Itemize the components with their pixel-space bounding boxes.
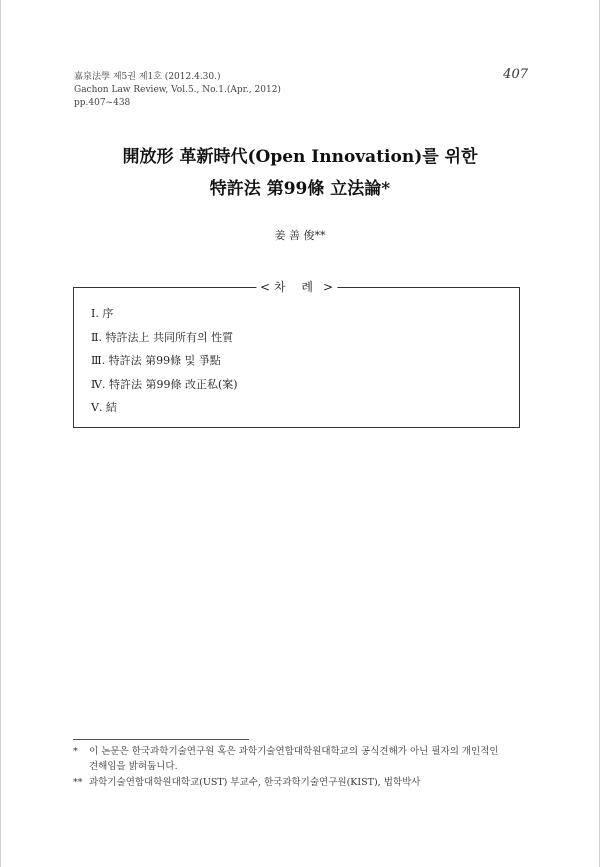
page-number: 407 (503, 67, 528, 82)
toc-item: Ⅰ. 序 (91, 307, 114, 320)
toc-list (91, 302, 238, 420)
footnote-1 (73, 744, 543, 774)
toc-caption-left-bracket: < (259, 280, 270, 294)
toc-item: Ⅳ. 特許法 第99條 改正私(案) (91, 377, 238, 391)
toc-caption-right-bracket: > (323, 280, 334, 294)
toc-item: Ⅴ. 結 (91, 401, 117, 414)
title-line-2: 特許法 第99條 立法論* (209, 179, 391, 199)
footnote-1-text-continued: 견해임을 밝혀둡니다. (89, 761, 178, 772)
toc-item: Ⅱ. 特許法上 共同所有의 性質 (91, 330, 234, 344)
footnote-1-mark: * (73, 746, 78, 757)
journal-header (74, 71, 281, 110)
footnote-2-mark: ** (73, 777, 83, 788)
footnote-1-text: 이 논문은 한국과학기술연구원 혹은 과학기술연합대학원대학교의 공식견해가 아닌 필자의 개인적인 (89, 746, 499, 757)
author-name: 姜 善 俊** (274, 229, 326, 242)
journal-line: 嘉泉法學 제5권 제1호 (2012.4.30.) (74, 72, 221, 82)
page-edge-left (0, 0, 1, 867)
journal-english-line: Gachon Law Review, Vol.5., No.1.(Apr., 2012) (74, 85, 281, 95)
footnote-2 (73, 775, 543, 790)
table-of-contents (73, 280, 520, 428)
journal-pages-line: pp.407~438 (74, 98, 131, 108)
toc-item: Ⅲ. 特許法 第99條 및 爭點 (91, 354, 221, 367)
title-line-1: 開放形 革新時代(Open Innovation)를 위한 (122, 147, 478, 167)
footnote-2-text: 과학기술연합대학원대학교(UST) 부교수, 한국과학기술연구원(KIST), 법학박사 (89, 777, 421, 788)
footnote-separator (73, 739, 249, 740)
toc-caption (256, 278, 337, 295)
toc-caption-text: 차 례 (274, 280, 319, 294)
